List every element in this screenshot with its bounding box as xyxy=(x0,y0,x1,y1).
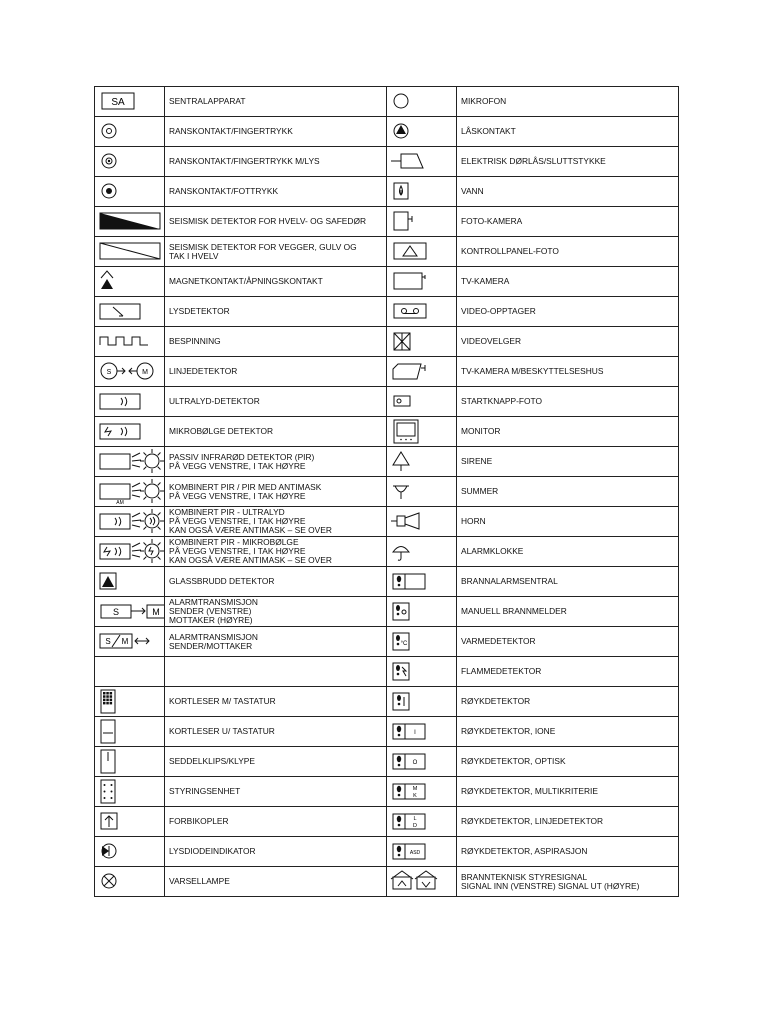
left-symbol-cell xyxy=(95,867,165,897)
buzzer-icon xyxy=(387,477,457,506)
left-symbol-cell xyxy=(95,627,165,657)
right-symbol-cell xyxy=(387,657,457,687)
legend-row xyxy=(95,447,679,477)
legend-row xyxy=(95,657,679,687)
left-description: KOMBINERT PIR / PIR MED ANTIMASK PÅ VEGG VENSTRE, I TAK HØYRE xyxy=(165,477,387,507)
right-symbol-cell xyxy=(387,717,457,747)
pir-microwave-icon xyxy=(95,537,165,566)
left-symbol-cell xyxy=(95,477,165,507)
left-symbol-cell xyxy=(95,327,165,357)
legend-row xyxy=(95,567,679,597)
left-description: ALARMTRANSMISJON SENDER/MOTTAKER xyxy=(165,627,387,657)
legend-row xyxy=(95,207,679,237)
right-description: BRANNTEKNISK STYRESIGNAL SIGNAL INN (VENSTRE) SIGNAL UT (HØYRE) xyxy=(457,867,679,897)
left-symbol-cell xyxy=(95,357,165,387)
smoke-detector-icon xyxy=(387,687,457,716)
legend-row xyxy=(95,747,679,777)
right-description: KONTROLLPANEL-FOTO xyxy=(457,237,679,267)
light-detector-icon xyxy=(95,297,165,326)
bypass-coupler-icon xyxy=(95,807,165,836)
svg-text:I: I xyxy=(414,730,416,736)
right-description: VARMEDETEKTOR xyxy=(457,627,679,657)
left-description: FORBIKOPLER xyxy=(165,807,387,837)
legend-row xyxy=(95,867,679,897)
left-description: VARSELLAMPE xyxy=(165,867,387,897)
left-description: RANSKONTAKT/FINGERTRYKK xyxy=(165,117,387,147)
left-description: SENTRALAPPARAT xyxy=(165,87,387,117)
right-description: RØYKDETEKTOR, LINJEDETEKTOR xyxy=(457,807,679,837)
legend-row xyxy=(95,297,679,327)
left-description: KORTLESER M/ TASTATUR xyxy=(165,687,387,717)
left-description: KOMBINERT PIR - ULTRALYD PÅ VEGG VENSTRE, I TAK HØYRE KAN OGSÅ VÆRE ANTIMASK – SE OVER xyxy=(165,507,387,537)
left-description: LYSDETEKTOR xyxy=(165,297,387,327)
legend-row xyxy=(95,837,679,867)
left-symbol-cell xyxy=(95,537,165,567)
right-symbol-cell xyxy=(387,687,457,717)
right-symbol-cell xyxy=(387,117,457,147)
right-symbol-cell xyxy=(387,627,457,657)
legend-row xyxy=(95,477,679,507)
left-symbol-cell xyxy=(95,147,165,177)
right-description: FOTO-KAMERA xyxy=(457,207,679,237)
manual-call-point-icon xyxy=(387,597,457,626)
svg-text:K: K xyxy=(413,793,417,799)
fingerprint-push-contact-icon xyxy=(95,117,165,146)
water-sensor-icon xyxy=(387,177,457,206)
left-symbol-cell xyxy=(95,687,165,717)
seismic-wall-detector-icon xyxy=(95,237,165,266)
svg-text:S: S xyxy=(112,607,120,617)
right-symbol-cell xyxy=(387,507,457,537)
left-description: LYSDIODEINDIKATOR xyxy=(165,837,387,867)
right-description: LÅSKONTAKT xyxy=(457,117,679,147)
right-description: RØYKDETEKTOR, MULTIKRITERIE xyxy=(457,777,679,807)
right-description: TV-KAMERA xyxy=(457,267,679,297)
svg-text:ASD: ASD xyxy=(409,850,421,856)
right-description: MONITOR xyxy=(457,417,679,447)
glass-break-detector-icon xyxy=(95,567,165,596)
left-symbol-cell xyxy=(95,717,165,747)
svg-text:M: M xyxy=(121,637,129,646)
warning-lamp-icon xyxy=(95,867,165,896)
left-description: MIKROBØLGE DETEKTOR xyxy=(165,417,387,447)
left-description: RANSKONTAKT/FINGERTRYKK M/LYS xyxy=(165,147,387,177)
right-description: MANUELL BRANNMELDER xyxy=(457,597,679,627)
right-symbol-cell xyxy=(387,297,457,327)
photo-camera-icon xyxy=(387,207,457,236)
foot-push-contact-icon xyxy=(95,177,165,206)
lock-contact-icon xyxy=(387,117,457,146)
legend-row xyxy=(95,87,679,117)
right-symbol-cell xyxy=(387,567,457,597)
line-detector-icon xyxy=(95,357,165,386)
left-description: BESPINNING xyxy=(165,327,387,357)
svg-text:S: S xyxy=(105,637,111,646)
video-recorder-icon xyxy=(387,297,457,326)
sa-box-icon xyxy=(95,87,165,116)
left-description: ALARMTRANSMISJON SENDER (VENSTRE) MOTTAKER (HØYRE) xyxy=(165,597,387,627)
right-description: SIRENE xyxy=(457,447,679,477)
control-unit-icon xyxy=(95,777,165,806)
note-clip-icon xyxy=(95,747,165,776)
tv-camera-housing-icon xyxy=(387,357,457,386)
svg-text:O: O xyxy=(412,760,418,766)
seismic-safe-detector-icon xyxy=(95,207,165,236)
svg-text:M: M xyxy=(412,786,418,792)
legend-row xyxy=(95,117,679,147)
svg-text:M: M xyxy=(142,369,148,376)
right-symbol-cell xyxy=(387,837,457,867)
smoke-detector-ion-icon xyxy=(387,717,457,746)
svg-text:L: L xyxy=(413,816,417,822)
right-description: VIDEOVELGER xyxy=(457,327,679,357)
pir-ultrasound-icon xyxy=(95,507,165,536)
right-description: RØYKDETEKTOR, ASPIRASJON xyxy=(457,837,679,867)
left-description: PASSIV INFRARØD DETEKTOR (PIR) PÅ VEGG VENSTRE, I TAK HØYRE xyxy=(165,447,387,477)
right-description: FLAMMEDETEKTOR xyxy=(457,657,679,687)
left-symbol-cell xyxy=(95,447,165,477)
right-symbol-cell xyxy=(387,387,457,417)
left-symbol-cell xyxy=(95,507,165,537)
legend-row xyxy=(95,777,679,807)
video-selector-icon xyxy=(387,327,457,356)
legend-row xyxy=(95,417,679,447)
left-description: STYRINGSENHET xyxy=(165,777,387,807)
right-symbol-cell xyxy=(387,327,457,357)
legend-row xyxy=(95,627,679,657)
card-reader-keypad-icon xyxy=(95,687,165,716)
right-description: MIKROFON xyxy=(457,87,679,117)
start-button-photo-icon xyxy=(387,387,457,416)
left-description: KOMBINERT PIR - MIKROBØLGE PÅ VEGG VENSTRE, I TAK HØYRE KAN OGSÅ VÆRE ANTIMASK – SE OVER xyxy=(165,537,387,567)
left-symbol-cell xyxy=(95,297,165,327)
left-symbol-cell xyxy=(95,597,165,627)
fire-control-signal-icon xyxy=(387,867,457,896)
svg-text:S: S xyxy=(106,369,112,376)
right-symbol-cell xyxy=(387,867,457,897)
right-symbol-cell xyxy=(387,147,457,177)
right-symbol-cell xyxy=(387,747,457,777)
right-description: RØYKDETEKTOR xyxy=(457,687,679,717)
left-description: ULTRALYD-DETEKTOR xyxy=(165,387,387,417)
left-symbol-cell xyxy=(95,117,165,147)
right-description: ELEKTRISK DØRLÅS/SLUTTSTYKKE xyxy=(457,147,679,177)
right-symbol-cell xyxy=(387,207,457,237)
alarm-bell-icon xyxy=(387,537,457,566)
left-symbol-cell xyxy=(95,417,165,447)
left-description xyxy=(165,657,387,687)
right-description: HORN xyxy=(457,507,679,537)
symbol-legend-table xyxy=(94,86,679,897)
right-symbol-cell xyxy=(387,807,457,837)
left-symbol-cell xyxy=(95,87,165,117)
left-description: RANSKONTAKT/FOTTRYKK xyxy=(165,177,387,207)
left-symbol-cell xyxy=(95,177,165,207)
left-symbol-cell xyxy=(95,747,165,777)
smoke-detector-linear-icon xyxy=(387,807,457,836)
legend-row xyxy=(95,327,679,357)
legend-row xyxy=(95,507,679,537)
right-symbol-cell xyxy=(387,777,457,807)
svg-text:M: M xyxy=(152,607,160,617)
right-symbol-cell xyxy=(387,477,457,507)
right-symbol-cell xyxy=(387,87,457,117)
left-symbol-cell xyxy=(95,237,165,267)
right-symbol-cell xyxy=(387,597,457,627)
right-description: VIDEO-OPPTAGER xyxy=(457,297,679,327)
legend-row xyxy=(95,717,679,747)
legend-row xyxy=(95,387,679,417)
right-symbol-cell xyxy=(387,357,457,387)
svg-text:D: D xyxy=(413,823,417,829)
right-description: RØYKDETEKTOR, IONE xyxy=(457,717,679,747)
magnet-contact-icon xyxy=(95,267,165,296)
fire-alarm-central-icon xyxy=(387,567,457,596)
legend-row xyxy=(95,237,679,267)
legend-row xyxy=(95,597,679,627)
smoke-detector-multi-icon xyxy=(387,777,457,806)
left-description: KORTLESER U/ TASTATUR xyxy=(165,717,387,747)
led-indicator-icon xyxy=(95,837,165,866)
right-description: ALARMKLOKKE xyxy=(457,537,679,567)
right-description: SUMMER xyxy=(457,477,679,507)
left-description: MAGNETKONTAKT/ÅPNINGSKONTAKT xyxy=(165,267,387,297)
legend-row xyxy=(95,267,679,297)
smoke-detector-aspiration-icon xyxy=(387,837,457,866)
transceiver-icon xyxy=(95,627,165,656)
right-description: RØYKDETEKTOR, OPTISK xyxy=(457,747,679,777)
right-symbol-cell xyxy=(387,417,457,447)
right-description: STARTKNAPP-FOTO xyxy=(457,387,679,417)
right-symbol-cell xyxy=(387,237,457,267)
left-description: SEISMISK DETEKTOR FOR HVELV- OG SAFEDØR xyxy=(165,207,387,237)
microwave-detector-icon xyxy=(95,417,165,446)
horn-icon xyxy=(387,507,457,536)
pulse-wave-icon xyxy=(95,327,165,356)
svg-text:SA: SA xyxy=(111,97,125,108)
right-symbol-cell xyxy=(387,447,457,477)
left-symbol-cell xyxy=(95,567,165,597)
left-symbol-cell xyxy=(95,267,165,297)
legend-row xyxy=(95,807,679,837)
pir-detector-icon xyxy=(95,447,165,476)
ultrasound-detector-icon xyxy=(95,387,165,416)
card-reader-icon xyxy=(95,717,165,746)
microphone-circle-icon xyxy=(387,87,457,116)
legend-row xyxy=(95,357,679,387)
legend-row xyxy=(95,147,679,177)
pir-antimask-icon xyxy=(95,477,165,506)
control-panel-photo-icon xyxy=(387,237,457,266)
left-description: GLASSBRUDD DETEKTOR xyxy=(165,567,387,597)
svg-text:AM: AM xyxy=(116,500,124,506)
smoke-detector-optical-icon xyxy=(387,747,457,776)
right-description: VANN xyxy=(457,177,679,207)
left-symbol-cell xyxy=(95,837,165,867)
left-description: SEDDELKLIPS/KLYPE xyxy=(165,747,387,777)
right-symbol-cell xyxy=(387,267,457,297)
tv-camera-icon xyxy=(387,267,457,296)
left-symbol-cell xyxy=(95,807,165,837)
svg-text:°C: °C xyxy=(400,641,408,647)
left-description: LINJEDETEKTOR xyxy=(165,357,387,387)
right-symbol-cell xyxy=(387,537,457,567)
left-symbol-cell xyxy=(95,387,165,417)
fingerprint-push-lit-icon xyxy=(95,147,165,176)
alarm-transmission-icon xyxy=(95,597,165,626)
left-description: SEISMISK DETEKTOR FOR VEGGER, GULV OG TAK I HVELV xyxy=(165,237,387,267)
legend-row xyxy=(95,177,679,207)
left-symbol-cell xyxy=(95,207,165,237)
left-symbol-cell xyxy=(95,657,165,687)
heat-detector-icon xyxy=(387,627,457,656)
right-description: BRANNALARMSENTRAL xyxy=(457,567,679,597)
siren-icon xyxy=(387,447,457,476)
right-symbol-cell xyxy=(387,177,457,207)
legend-row xyxy=(95,537,679,567)
left-symbol-cell xyxy=(95,777,165,807)
electric-strike-icon xyxy=(387,147,457,176)
monitor-icon xyxy=(387,417,457,446)
flame-detector-icon xyxy=(387,657,457,686)
legend-row xyxy=(95,687,679,717)
right-description: TV-KAMERA M/BESKYTTELSESHUS xyxy=(457,357,679,387)
